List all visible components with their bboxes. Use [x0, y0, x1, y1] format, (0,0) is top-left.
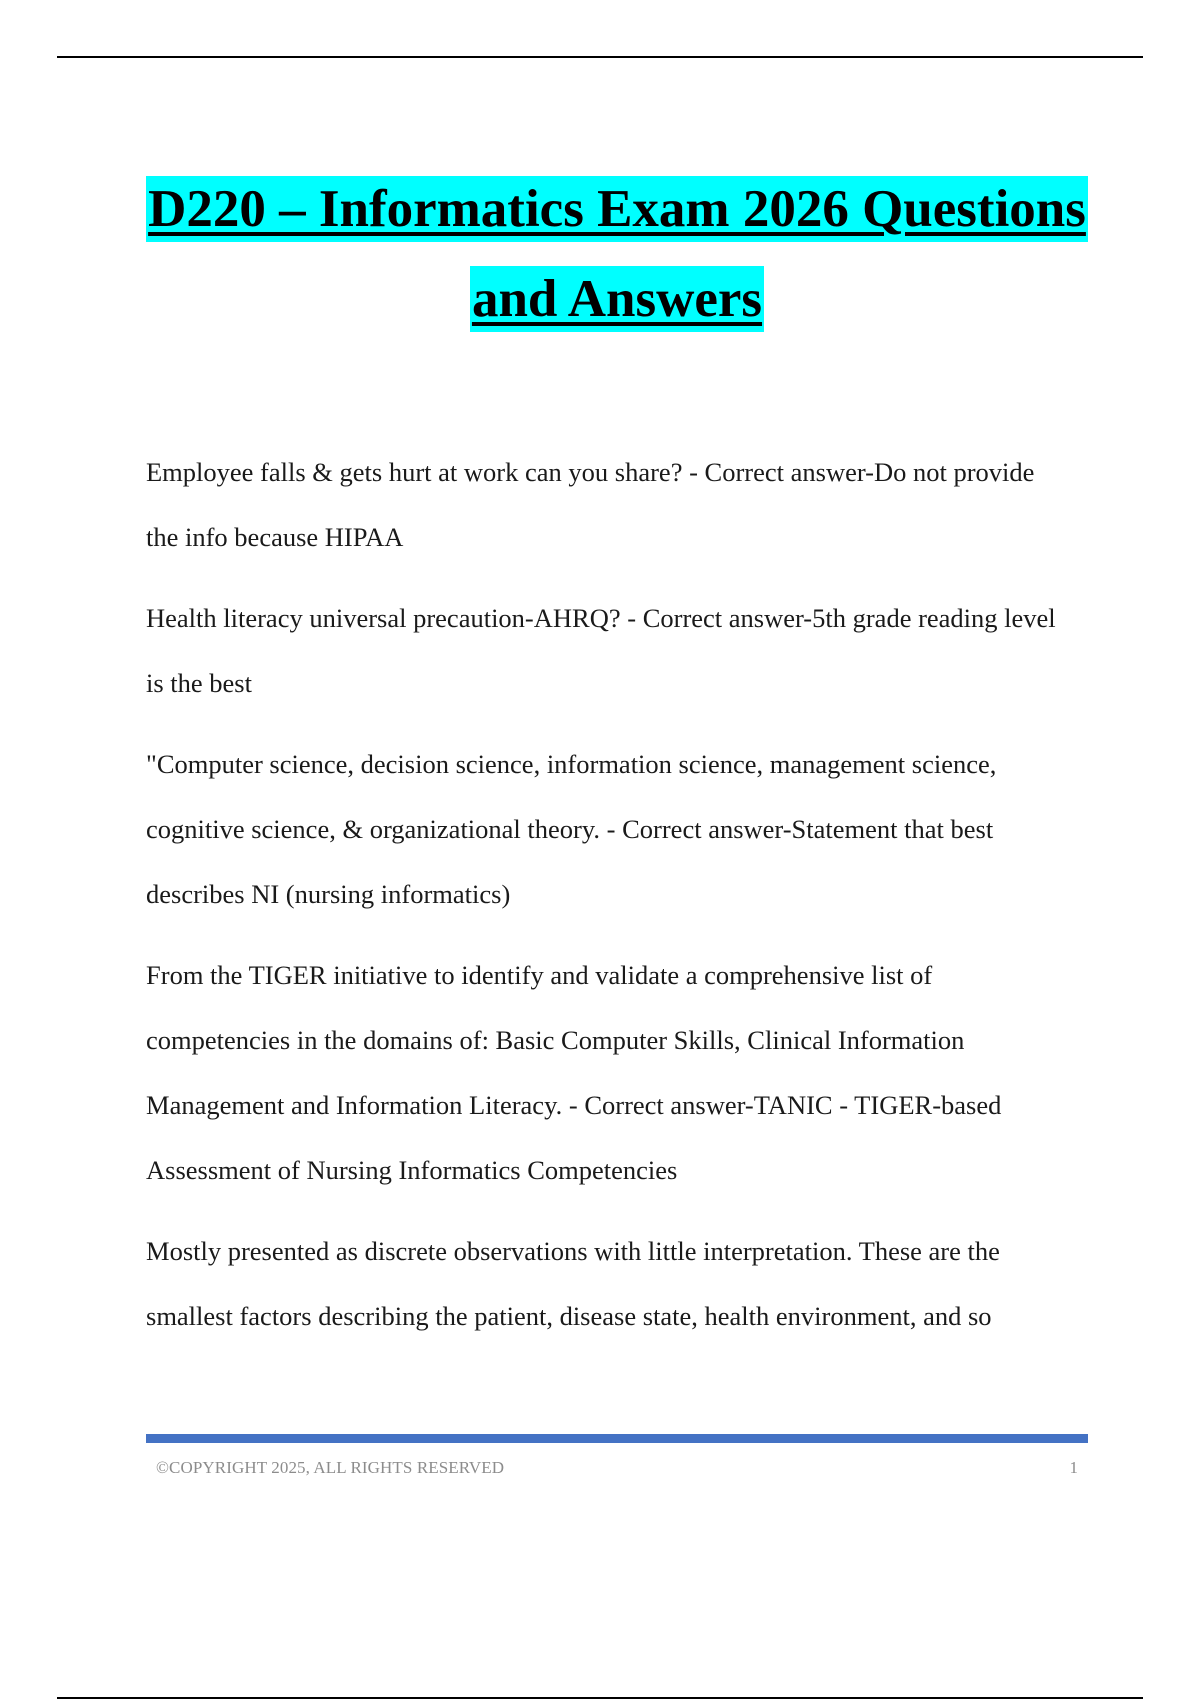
title-line-2: and Answers — [470, 266, 764, 332]
qa-question: Employee falls & gets hurt at work can you share? - — [146, 457, 705, 487]
qa-content — [146, 440, 1066, 1365]
footer-rule — [57, 1697, 1143, 1699]
qa-trailing-text: Mostly presented as discrete observations with little interpretation. These are the smallest factors describing the patient, disease state, health environment, and so — [146, 1236, 1000, 1331]
qa-answer: Correct answer-Do not provide the info because HIPAA — [146, 457, 1035, 552]
qa-entry — [146, 586, 1066, 716]
qa-answer: Correct answer-Statement that best describes NI (nursing informatics) — [146, 814, 994, 909]
footer-divider — [146, 1434, 1088, 1443]
footer-copyright: ©COPYRIGHT 2025, ALL RIGHTS RESERVED — [156, 1458, 505, 1477]
qa-entry — [146, 732, 1066, 927]
qa-entry — [146, 943, 1066, 1203]
document-title — [0, 176, 1200, 332]
header-rule — [57, 56, 1143, 58]
qa-question: "Computer science, decision science, information science, management science, cognitive science, & organizational theory. - — [146, 749, 996, 844]
title-line-1: D220 – Informatics Exam 2026 Questions — [146, 176, 1088, 242]
qa-question: Health literacy universal precaution-AHRQ? - — [146, 603, 643, 633]
page-number: 1 — [1069, 1458, 1078, 1477]
qa-question: From the TIGER initiative to identify and validate a comprehensive list of competencies in the domains of: Basic Computer Skills, Clinical Information Management and Information Literacy. - — [146, 960, 964, 1120]
qa-answer: Correct answer-5th grade reading level is the best — [146, 603, 1056, 698]
qa-entry — [146, 440, 1066, 570]
qa-answer: Correct answer-TANIC - TIGER-based Assessment of Nursing Informatics Competencies — [146, 1090, 1002, 1185]
